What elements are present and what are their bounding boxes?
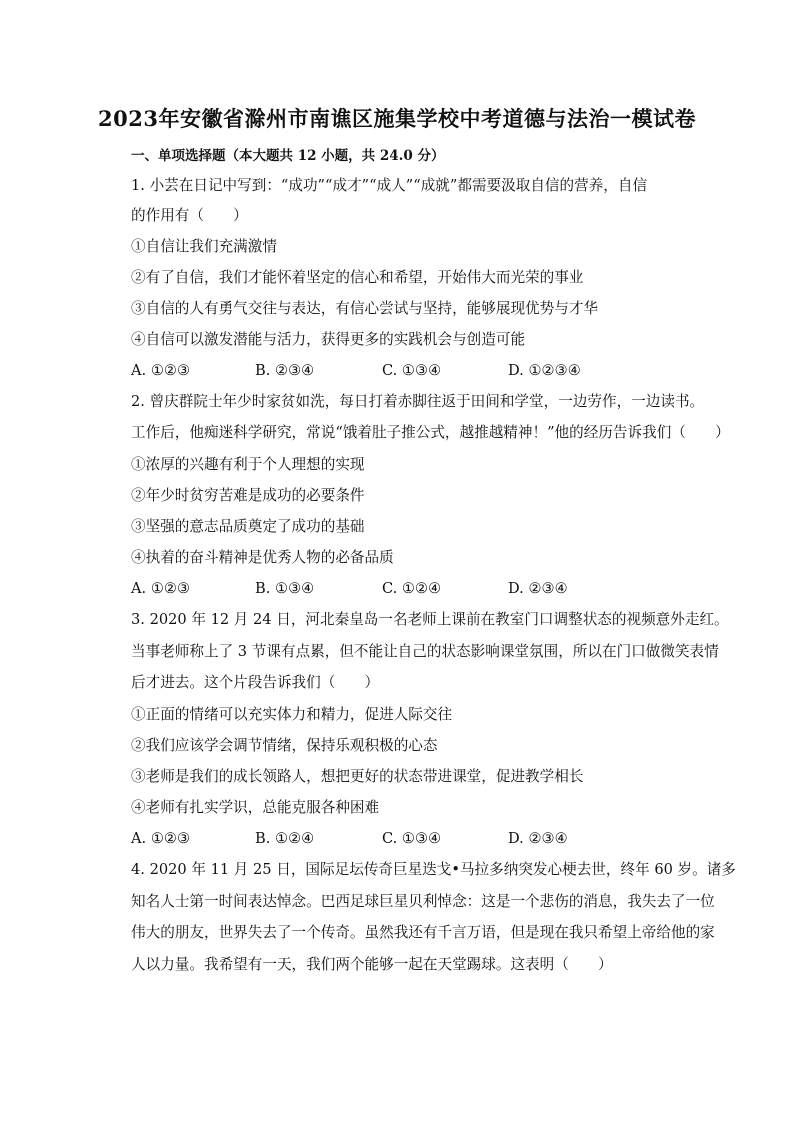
question-1-statement-1: ①自信让我们充满激情 [131,238,277,255]
question-1-statement-2: ②有了自信，我们才能怀着坚定的信心和希望，开始伟大而光荣的事业 [131,269,584,286]
question-2-statement-3: ③坚强的意志品质奠定了成功的基础 [131,518,365,535]
question-3-statement-3: ③老师是我们的成长领路人，想把更好的状态带进课堂，促进教学相长 [131,768,584,785]
question-4-line-2: 知名人士第一时间表达悼念。巴西足球巨星贝利悼念：这是一个悲伤的消息，我失去了一位 [131,893,715,910]
option-d: D. ②③④ [508,830,568,847]
option-d: D. ②③④ [508,580,568,597]
question-2-statement-4: ④执着的奋斗精神是优秀人物的必备品质 [131,549,394,566]
question-2-line-1: 2. 曾庆群院士年少时家贫如洗，每日打着赤脚往返于田间和学堂，一边劳作，一边读书。 [131,393,705,410]
question-2-statement-1: ①浓厚的兴趣有利于个人理想的实现 [131,456,365,473]
question-3-line-1: 3. 2020 年 12 月 24 日，河北秦皇岛一名老师上课前在教室门口调整状态的视频意外走红。 [131,611,729,628]
question-3-statement-4: ④老师有扎实学识，总能克服各种困难 [131,799,380,816]
question-3-line-3: 后才进去。这个片段告诉我们（ ） [131,674,380,691]
document-title: 2023年安徽省滁州市南谯区施集学校中考道德与法治一模试卷 [98,106,696,131]
option-a: A. ①②③ [131,830,191,847]
option-a: A. ①②③ [131,580,191,597]
question-1-line-1: 1. 小芸在日记中写到：“成功”“成才”“成人”“成就”都需要汲取自信的营养，自信 [131,177,648,194]
question-2-statement-2: ②年少时贫穷苦难是成功的必要条件 [131,487,365,504]
question-2-line-2: 工作后，他痴迷科学研究，常说“饿着肚子推公式，越推越精神！”他的经历告诉我们（ ） [131,424,730,441]
option-c: C. ①②④ [382,580,442,597]
question-1-line-2: 的作用有（ ） [131,207,248,224]
question-4-line-1: 4. 2020 年 11 月 25 日，国际足坛传奇巨星迭戈•马拉多纳突发心梗去世，终年 60 岁。诸多 [131,861,736,878]
option-a: A. ①②③ [131,362,191,379]
option-b: B. ②③④ [255,362,315,379]
question-1-statement-3: ③自信的人有勇气交往与表达，有信心尝试与坚持，能够展现优势与才华 [131,300,599,317]
option-b: B. ①②④ [255,830,315,847]
option-b: B. ①③④ [255,580,315,597]
section-heading: 一、单项选择题（本大题共 12 小题，共 24.0 分） [131,148,445,164]
question-3-line-2: 当事老师称上了 3 节课有点累，但不能让自己的状态影响课堂氛围，所以在门口做微笑表情 [131,643,719,660]
question-4-line-3: 伟大的朋友，世界失去了一个传奇。虽然我还有千言万语，但是现在我只希望上帝给他的家 [131,924,715,941]
question-1-statement-4: ④自信可以激发潜能与活力，获得更多的实践机会与创造可能 [131,331,526,348]
question-3-statement-2: ②我们应该学会调节情绪，保持乐观积极的心态 [131,737,438,754]
option-c: C. ①③④ [382,362,442,379]
option-c: C. ①③④ [382,830,442,847]
question-4-line-4: 人以力量。我希望有一天，我们两个能够一起在天堂踢球。这表明（ ） [131,956,613,973]
option-d: D. ①②③④ [508,362,581,379]
question-3-statement-1: ①正面的情绪可以充实体力和精力，促进人际交往 [131,706,453,723]
